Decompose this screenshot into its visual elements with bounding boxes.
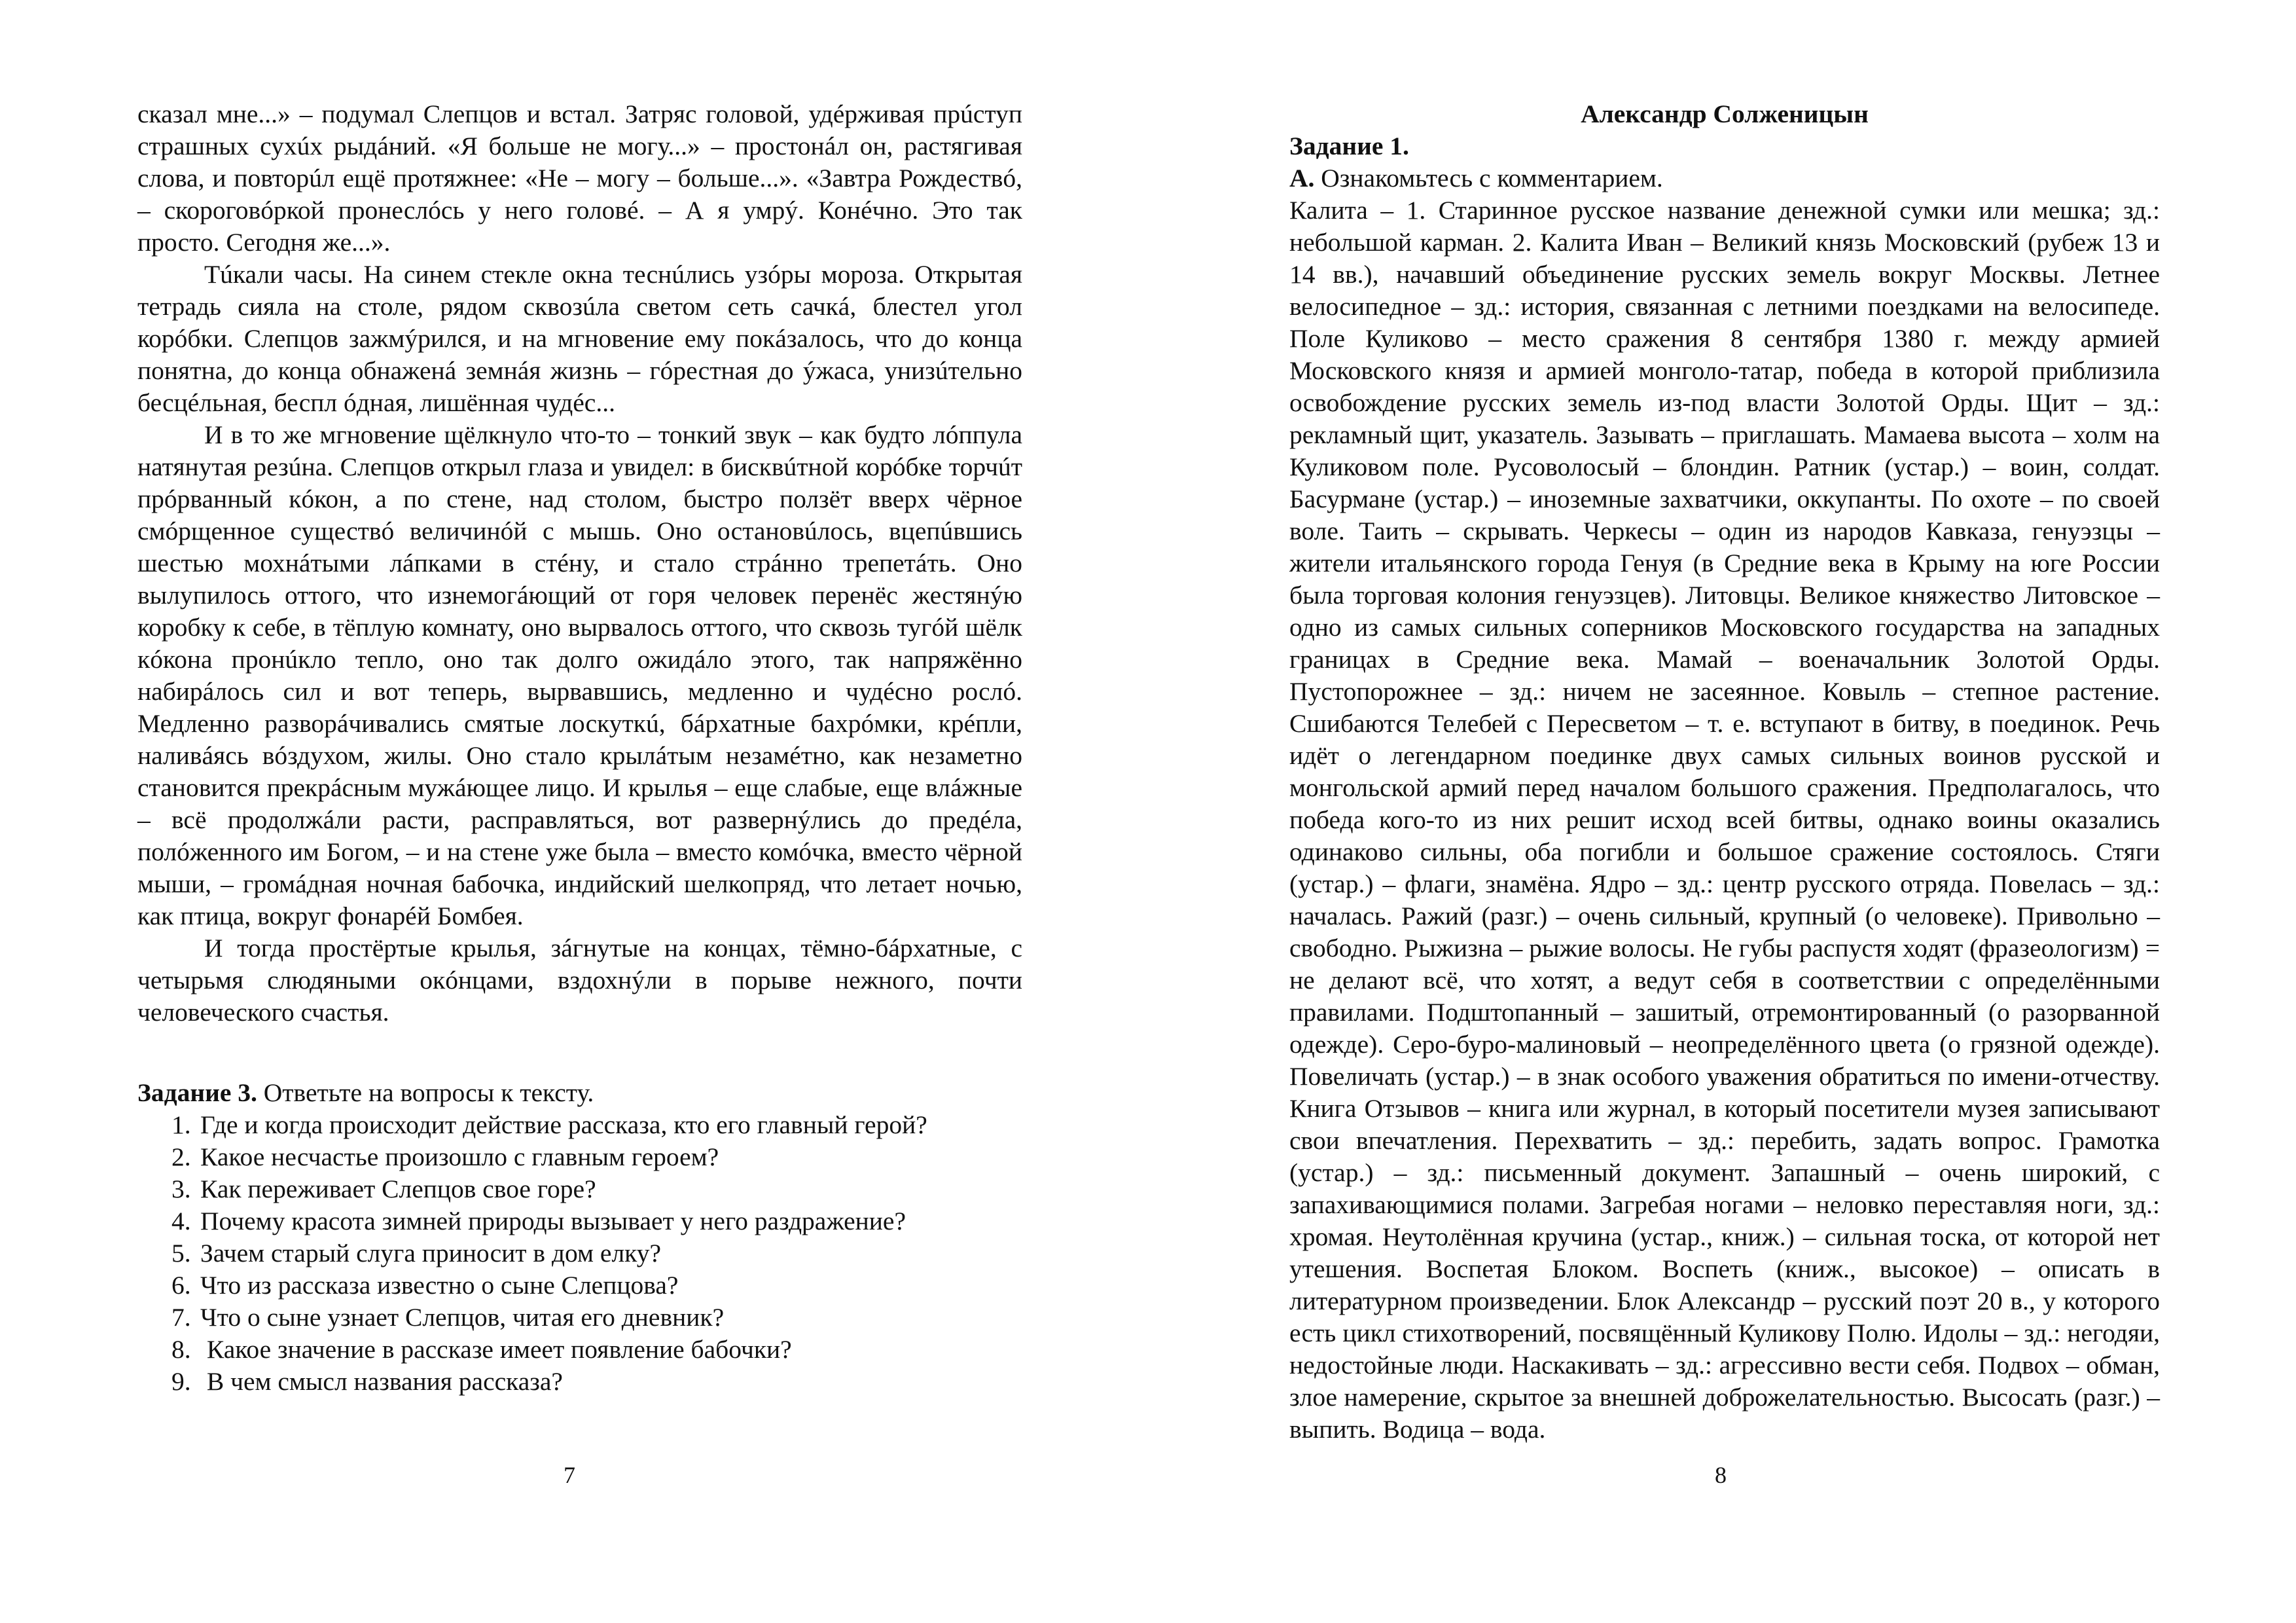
question-text: Как переживает Слепцов свое горе? — [200, 1175, 596, 1203]
question-number: 9. — [171, 1367, 191, 1396]
paragraph: И тогда простёртые крылья, зáгнутые на концах, тёмно-бáрхатные, с четырьмя слюдяными окóнцами, вздохнýли в порыве нежного, почти человеческого счастья. — [137, 934, 1022, 1027]
question-text: Какое несчастье произошло с главным героем? — [200, 1142, 719, 1171]
left-page-text — [137, 98, 1022, 1029]
task3-intro: Ответьте на вопросы к тексту. — [257, 1078, 594, 1107]
task3-heading — [137, 1077, 1022, 1109]
question-number: 2. — [171, 1142, 191, 1171]
question-item — [137, 1109, 1022, 1141]
question-item — [137, 1237, 1022, 1269]
task1-heading — [1289, 130, 2160, 162]
task1-title: Задание 1. — [1289, 132, 1409, 160]
author-title: Александр Солженицын — [1581, 100, 1869, 128]
task1-a-line — [1289, 162, 2160, 194]
question-text: В чем смысл названия рассказа? — [200, 1367, 563, 1396]
question-text: Что о сыне узнает Слепцов, читая его дневник? — [200, 1303, 725, 1332]
spacer — [137, 1029, 1022, 1077]
question-item — [137, 1334, 1022, 1366]
left-page — [137, 98, 1022, 1398]
question-number: 7. — [171, 1303, 191, 1332]
question-text: Где и когда происходит действие рассказа, кто его главный герой? — [200, 1110, 927, 1139]
page-number-left: 7 — [564, 1462, 575, 1488]
right-page — [1289, 98, 2160, 1446]
paragraph: И в то же мгновение щёлкнуло что-то – тонкий звук – как будто лóппула натянутая резúна. Слепцов открыл глаза и увидел: в бисквúтной корóбке торчúт прóрванный кóкон, а по стене, над столом, быстро ползёт вверх чёрное смóрщенное существó величинóй с мышь. Оно остановúлось, вцепúвшись шестью мохнáтыми лáпками в стéну, и стало стрáнно трепетáть. Оно вылупилось оттого, что изнемогáющий от горя человек перенёс жестянýю коробку к себе, в тёплую комнату, оно вырвалось оттого, что сквозь тугóй шёлк кóкона пронúкло тепло, оно так долго ожидáло этого, так напряжённо набирáлось сил и вот теперь, вырвавшись, медленно и чудéсно рослó. Медленно разворáчивались смятые лоскуткú, бáрхатные бахрóмки, крéпли, наливáясь вóздухом, жилы. Оно стало крылáтым незамéтно, как незаметно становится прекрáсным мужáющее лицо. И крылья – еще слабые, еще влáжные – всё продолжáли расти, расправляться, вот развернýлись до предéла, полóженного им Богом, – и на стене уже была – вместо комóчка, вместо чёрной мыши, – громáдная ночная бабочка, индийский шелкопряд, что летает ночью, как птица, вокруг фонарéй Бомбея. — [137, 420, 1022, 930]
task1-a-label: А. — [1289, 164, 1315, 192]
question-number: 5. — [171, 1239, 191, 1267]
question-item — [137, 1205, 1022, 1237]
question-number: 8. — [171, 1335, 191, 1364]
question-item — [137, 1141, 1022, 1173]
question-text: Какое значение в рассказе имеет появление бабочки? — [200, 1335, 792, 1364]
question-number: 4. — [171, 1207, 191, 1235]
task3-title: Задание 3. — [137, 1078, 257, 1107]
question-item — [137, 1173, 1022, 1205]
page-number-right: 8 — [1715, 1462, 1727, 1488]
question-number: 1. — [171, 1110, 191, 1139]
question-list — [137, 1109, 1022, 1398]
question-item — [137, 1302, 1022, 1334]
commentary-text: Калита – 1. Старинное русское название денежной сумки или мешка; зд.: небольшой карман. 2. Калита Иван – Великий князь Московский (рубеж 13 и 14 вв.), начавший объединение русских земель вокруг Москвы. Летнее велосипедное – зд.: история, связанная с летними поездками на велосипеде. Поле Куликово – место сражения 8 сентября 1380 г. между армией Московского князя и армией монголо-татар, победа в которой приблизила освобождение русских земель из-под власти Золотой Орды. Щит – зд.: рекламный щит, указатель. Зазывать – приглашать. Мамаева высота – холм на Куликовом поле. Русоволосый – блондин. Ратник (устар.) – воин, солдат. Басурмане (устар.) – иноземные захватчики, оккупанты. По охоте – по своей воле. Таить – скрывать. Черкесы – один из народов Кавказа, генуэзцы – жители итальянского города Генуя (в Средние века в Крыму на юге России была торговая колония генуэзцев). Литовцы. Великое княжество Литовское – одно из самых сильных соперников Московского государства на западных границах в Средние века. Мамай – военачальник Золотой Орды. Пустопорожнее – зд.: ничем не засеянное. Ковыль – степное растение. Сшибаются Телебей с Пересветом – т. е. вступают в битву, в поединок. Речь идёт о легендарном поединке двух самых сильных воинов русской и монгольской армий перед началом большого сражения. Предполагалось, что победа кого-то из них решит исход всей битвы, однако воины оказались одинаково сильны, оба погибли и большое сражение состоялось. Стяги (устар.) – флаги, знамёна. Ядро – зд.: центр русского отряда. Повелась – зд.: началась. Ражий (разг.) – очень сильный, крупный (о человеке). Привольно – свободно. Рыжизна – рыжие волосы. Не губы распустя ходят (фразеологизм) = не делают всё, что хотят, а ведут себя в соответствии с определёнными правилами. Подштопанный – зашитый, отремонтированный (о разорванной одежде). Серо-буро-малиновый – неопределённого цвета (о грязной одежде). Повеличать (устар.) – в знак особого уважения обратиться по имени-отчеству. Книга Отзывов – книга или журнал, в который посетители музея записывают свои впечатления. Перехватить – зд.: перебить, задать вопрос. Грамотка (устар.) – зд.: письменный документ. Запашный – очень широкий, с запахивающимися полами. Загребая ногами – неловко переставляя ноги, зд.: хромая. Неутолённая кручина (устар., книж.) – сильная тоска, от которой нет утешения. Воспетая Блоком. Воспеть (книж., высокое) – описать в литературном произведении. Блок Александр – русский поэт 20 в., у которого есть цикл стихотворений, посвящённый Куликову Полю. Идолы – зд.: негодяи, недостойные люди. Наскакивать – зд.: агрессивно вести себя. Подвох – обман, злое намерение, скрытое за внешней доброжелательностью. Высосать (разг.) – выпить. Водица – вода. — [1289, 196, 2160, 1444]
paragraph: Тúкали часы. На синем стекле окна теснúлись узóры мороза. Открытая тетрадь сияла на столе, рядом сквозúла светом сеть сачкá, блестел угол корóбки. Слепцов зажмýрился, и на мгновение ему покáзалось, что до конца понятна, до конца обнаженá земнáя жизнь – гóрестная до ýжаса, унизúтельно бесцéльная, беспл óдная, лишённая чудéс... — [137, 260, 1022, 417]
task1-a-text: Ознакомьтесь с комментарием. — [1314, 164, 1663, 192]
question-text: Зачем старый слуга приносит в дом елку? — [200, 1239, 662, 1267]
question-number: 3. — [171, 1175, 191, 1203]
question-item — [137, 1269, 1022, 1302]
question-item — [137, 1366, 1022, 1398]
paragraph: сказал мне...» – подумал Слепцов и встал. Затряс головой, удéрживая прúступ страшных сухúх рыдáний. «Я больше не могу...» – простонáл он, растягивая слова, и повторúл ещё протяжнее: «Не – могу – больше...». «Завтра Рождествó, – скороговóркой пронеслóсь у него головé. – А я умрý. Конéчно. Это так просто. Сегодня же...». — [137, 100, 1022, 257]
question-number: 6. — [171, 1271, 191, 1300]
question-text: Что из рассказа известно о сыне Слепцова? — [200, 1271, 679, 1300]
question-text: Почему красота зимней природы вызывает у него раздражение? — [200, 1207, 906, 1235]
